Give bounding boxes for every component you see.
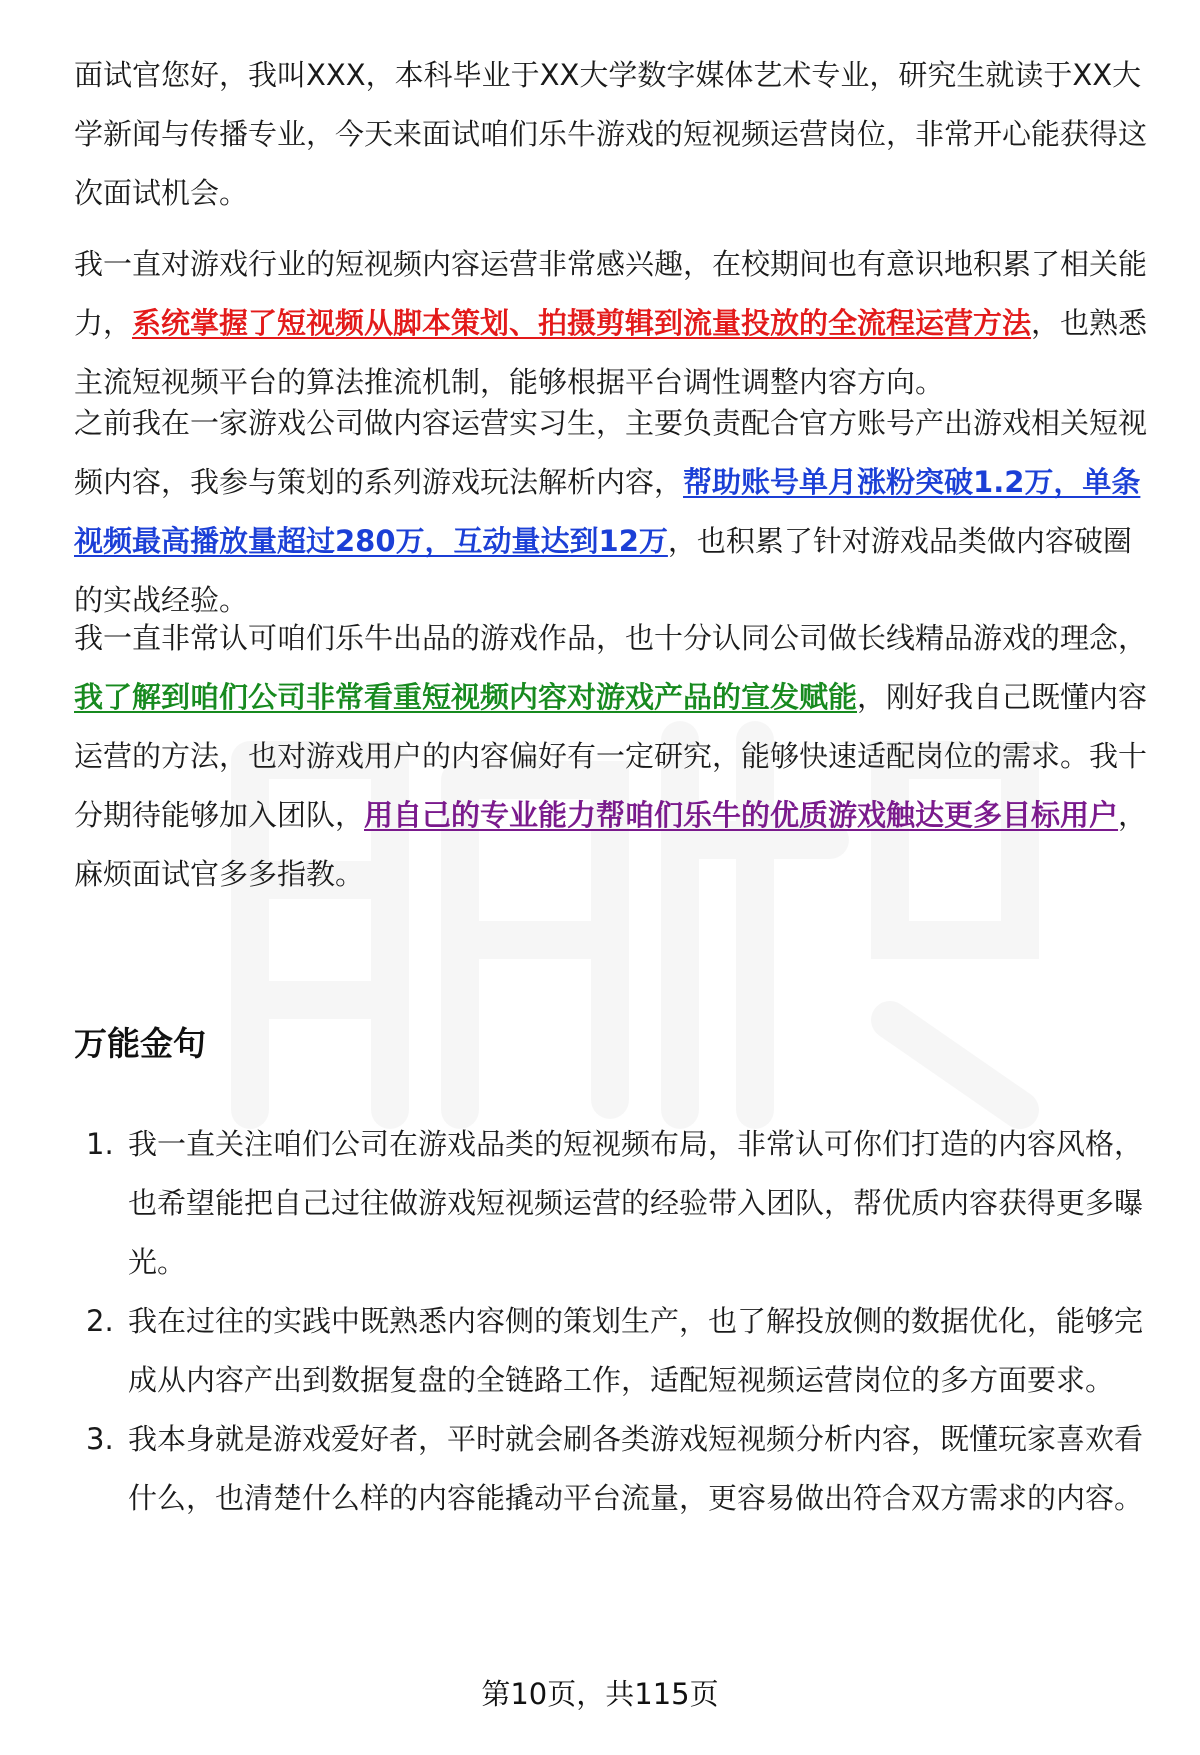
list-item (74, 1115, 1154, 1292)
section-heading: 万能金句 (74, 1024, 206, 1063)
list-item-text: 我在过往的实践中既熟悉内容侧的策划生产，也了解投放侧的数据优化，能够完成从内容产出到数据复盘的全链路工作，适配短视频运营岗位的多方面要求。 (128, 1304, 1144, 1397)
list-item-number: 1. (86, 1127, 114, 1161)
intro-paragraph-2 (74, 235, 1154, 412)
intro-paragraph-4-text-a: 我一直非常认可咱们乐牛出品的游戏作品，也十分认同公司做长线精品游戏的理念， (74, 621, 1148, 655)
list-item-text: 我本身就是游戏爱好者，平时就会刷各类游戏短视频分析内容，既懂玩家喜欢看什么，也清楚什么样的内容能撬动平台流量，更容易做出符合双方需求的内容。 (128, 1422, 1144, 1515)
golden-sentences-list (74, 1115, 1154, 1528)
list-item-number: 2. (86, 1304, 114, 1338)
intro-paragraph-2-text-a: 我一直对游戏行业的短视频内容运营非常感兴趣，在校期间也有意识地积累了相关能力， (74, 247, 1148, 340)
intro-paragraph-4 (74, 609, 1154, 904)
intro-paragraph-2-text-b: ，也熟悉主流短视频平台的算法推流机制，能够根据平台调性调整内容方向。 (74, 306, 1148, 399)
list-item-number: 3. (86, 1422, 114, 1456)
page-number-footer: 第10页，共115页 (481, 1677, 719, 1711)
intro-paragraph-3 (74, 394, 1154, 630)
highlight-purple-goal: 用自己的专业能力帮咱们乐牛的优质游戏触达更多目标用户 (364, 798, 1119, 832)
intro-paragraph-4-text-c: ，麻烦面试官多多指教。 (74, 798, 1148, 891)
highlight-red-skills: 系统掌握了短视频从脚本策划、拍摄剪辑到流量投放的全流程运营方法 (132, 306, 1032, 340)
list-item-text: 我一直关注咱们公司在游戏品类的短视频布局，非常认可你们打造的内容风格，也希望能把自己过往做游戏短视频运营的经验带入团队，帮优质内容获得更多曝光。 (128, 1127, 1144, 1279)
highlight-green-company: 我了解到咱们公司非常看重短视频内容对游戏产品的宣发赋能 (74, 680, 858, 714)
intro-paragraph-1-text: 面试官您好，我叫XXX，本科毕业于XX大学数字媒体艺术专业，研究生就读于XX大学新闻与传播专业，今天来面试咱们乐牛游戏的短视频运营岗位，非常开心能获得这次面试机会。 (74, 58, 1148, 210)
intro-paragraph-4-text-b: ，刚好我自己既懂内容运营的方法，也对游戏用户的内容偏好有一定研究，能够快速适配岗位的需求。我十分期待能够加入团队， (74, 680, 1148, 832)
list-item (74, 1410, 1154, 1528)
intro-paragraph-3-text-b: ，也积累了针对游戏品类做内容破圈的实战经验。 (74, 524, 1132, 617)
list-item (74, 1292, 1154, 1410)
intro-paragraph-1 (74, 46, 1154, 223)
intro-paragraph-3-text-a: 之前我在一家游戏公司做内容运营实习生，主要负责配合官方账号产出游戏相关短视频内容，我参与策划的系列游戏玩法解析内容， (74, 406, 1148, 499)
highlight-blue-results: 帮助账号单月涨粉突破1.2万，单条视频最高播放量超过280万，互动量达到12万 (74, 465, 1141, 558)
